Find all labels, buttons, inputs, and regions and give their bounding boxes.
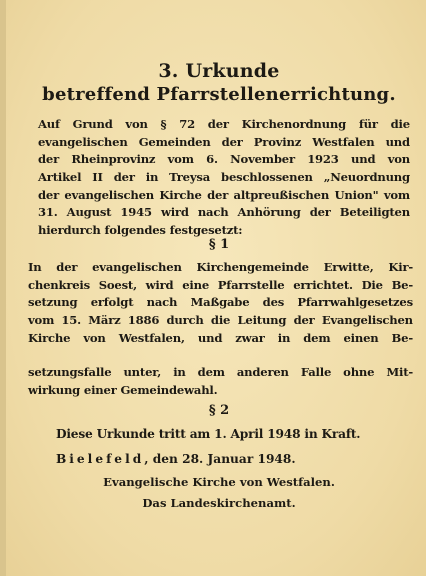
document-number-heading: 3. Urkunde	[158, 60, 280, 82]
section-1-line: setzungsfalle unter, in dem anderen Falle ohne Mit-	[28, 365, 413, 379]
intro-paragraph	[38, 116, 410, 240]
section-1-line: setzung erfolgt nach Maßgabe des Pfarrwahlgesetzes	[28, 295, 413, 310]
section-2-mark: § 2	[208, 403, 230, 418]
issuing-authority: Evangelische Kirche von Westfalen.	[103, 475, 335, 489]
section-1-line: chenkreis Soest, wird eine Pfarrstelle errichtet. Die Be-	[28, 277, 413, 292]
intro-line: der evangelischen Kirche der altpreußischen Union" vom	[38, 187, 410, 202]
section-1-continuation	[28, 364, 413, 399]
city-name: Bielefeld	[56, 452, 145, 466]
intro-line: Auf Grund von § 72 der Kirchenordnung für die	[38, 117, 410, 131]
section-1-line: In der evangelischen Kirchengemeinde Erwitte, Kir-	[28, 260, 413, 274]
section-2-text: Diese Urkunde tritt am 1. April 1948 in Kraft.	[56, 427, 361, 441]
intro-line: der Rheinprovinz vom 6. November 1923 und von	[38, 152, 410, 167]
issuing-office: Das Landeskirchenamt.	[142, 496, 296, 510]
section-1-mark: § 1	[208, 237, 230, 252]
intro-line: hierdurch folgendes festgesetzt:	[38, 223, 243, 238]
section-1-line: wirkung einer Gemeindewahl.	[28, 382, 218, 397]
intro-line: Artikel II der in Treysa beschlossenen „Neuordnung	[38, 170, 410, 185]
intro-line: 31. August 1945 wird nach Anhörung der Beteiligten	[38, 205, 410, 220]
date-text: , den 28. Januar 1948.	[144, 452, 296, 466]
document-subject-heading: betreffend Pfarrstellenerrichtung.	[42, 84, 396, 105]
section-1-line: vom 15. März 1886 durch die Leitung der Evangelischen	[28, 313, 413, 328]
section-1-line: Kirche von Westfalen, und zwar in dem einen Be-	[28, 330, 413, 345]
intro-line: evangelischen Gemeinden der Provinz Westfalen und	[38, 134, 410, 149]
section-1-paragraph	[28, 259, 413, 347]
place-date-line	[56, 452, 396, 466]
